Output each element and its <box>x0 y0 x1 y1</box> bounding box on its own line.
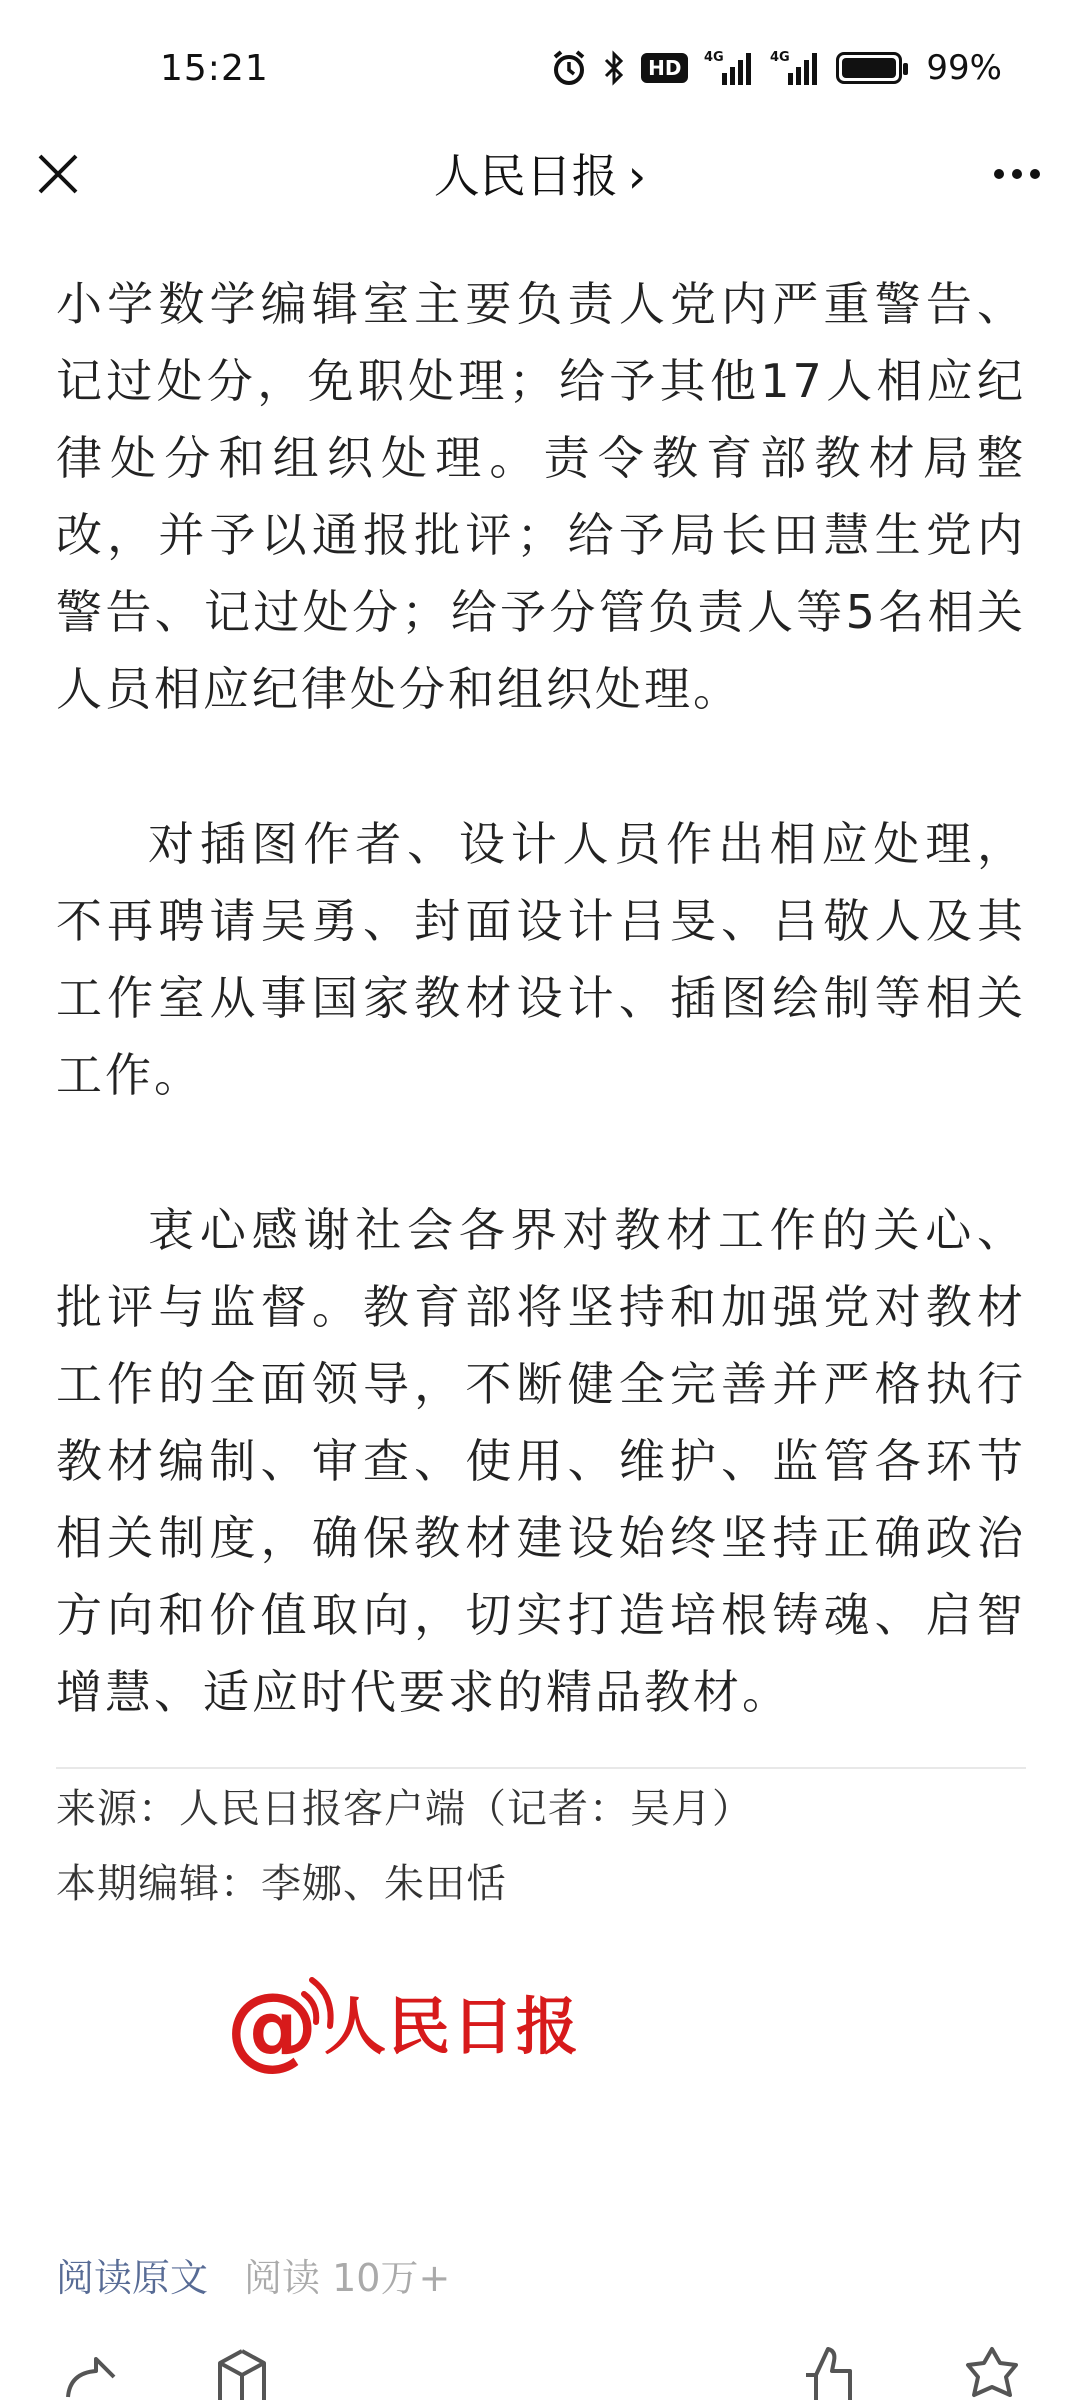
people-daily-logo <box>226 1970 596 2080</box>
logo-text: 人民日报 <box>324 1990 581 2063</box>
article-paragraph-1: 小学数学编辑室主要负责人党内严重警告、记过处分，免职处理；给予其他17人相应纪律处分和组织处理。责令教育部教材局整改，并予以通报批评；给予局长田慧生党内警告、记过处分；给予分管负责人等5名相关人员相应纪律处分和组织处理。 <box>56 277 1026 716</box>
hd-icon: HD <box>641 53 688 83</box>
signal-icon-2 <box>770 46 820 90</box>
battery-icon <box>836 46 902 90</box>
chevron-right-icon: › <box>627 149 647 203</box>
more-dot-icon <box>994 169 1004 179</box>
bluetooth-icon <box>603 46 625 90</box>
alarm-icon <box>551 46 587 90</box>
share-button[interactable] <box>62 2345 118 2400</box>
status-icons <box>551 46 1002 90</box>
status-time: 15:21 <box>160 48 269 89</box>
status-bar <box>0 0 1080 140</box>
more-options-button[interactable] <box>982 144 1052 204</box>
nav-bar <box>0 120 1080 232</box>
thumbs-up-icon <box>800 2345 856 2400</box>
wow-button[interactable] <box>964 2345 1020 2400</box>
logo-at: @ <box>226 1973 318 2080</box>
svg-text:4G: 4G <box>770 50 791 65</box>
read-original-link[interactable]: 阅读原文 <box>56 2256 209 2300</box>
read-count: 阅读 10万+ <box>244 2256 451 2300</box>
article-paragraph-3: 衷心感谢社会各界对教材工作的关心、批评与监督。教育部将坚持和加强党对教材工作的全面领导，不断健全完善并严格执行教材编制、审查、使用、维护、监管各环节相关制度，确保教材建设始终坚持正确政治方向和价值取向，切实打造培根铸魂、启智增慧、适应时代要求的精品教材。 <box>56 1203 1026 1719</box>
source-divider <box>56 1767 1026 1769</box>
flower-icon <box>964 2345 1020 2400</box>
svg-text:4G: 4G <box>704 50 725 65</box>
favorite-button[interactable] <box>214 2345 270 2400</box>
battery-percent: 99% <box>926 48 1002 88</box>
bottom-action-bar <box>0 2345 1080 2400</box>
article-editor: 本期编辑：李娜、朱田恬 <box>56 1861 507 1907</box>
signal-icon-1 <box>704 46 754 90</box>
article-body <box>56 232 1026 1731</box>
share-icon <box>62 2345 118 2400</box>
account-title-link[interactable] <box>0 140 1080 206</box>
account-title: 人民日报 <box>433 149 618 203</box>
cube-icon <box>214 2345 270 2400</box>
article-paragraph-2: 对插图作者、设计人员作出相应处理，不再聘请吴勇、封面设计吕旻、吕敬人及其工作室从事国家教材设计、插图绘制等相关工作。 <box>56 817 1026 1102</box>
like-button[interactable] <box>800 2345 856 2400</box>
read-row <box>56 2247 450 2302</box>
article-source: 来源：人民日报客户端（记者：吴月） <box>56 1786 753 1832</box>
